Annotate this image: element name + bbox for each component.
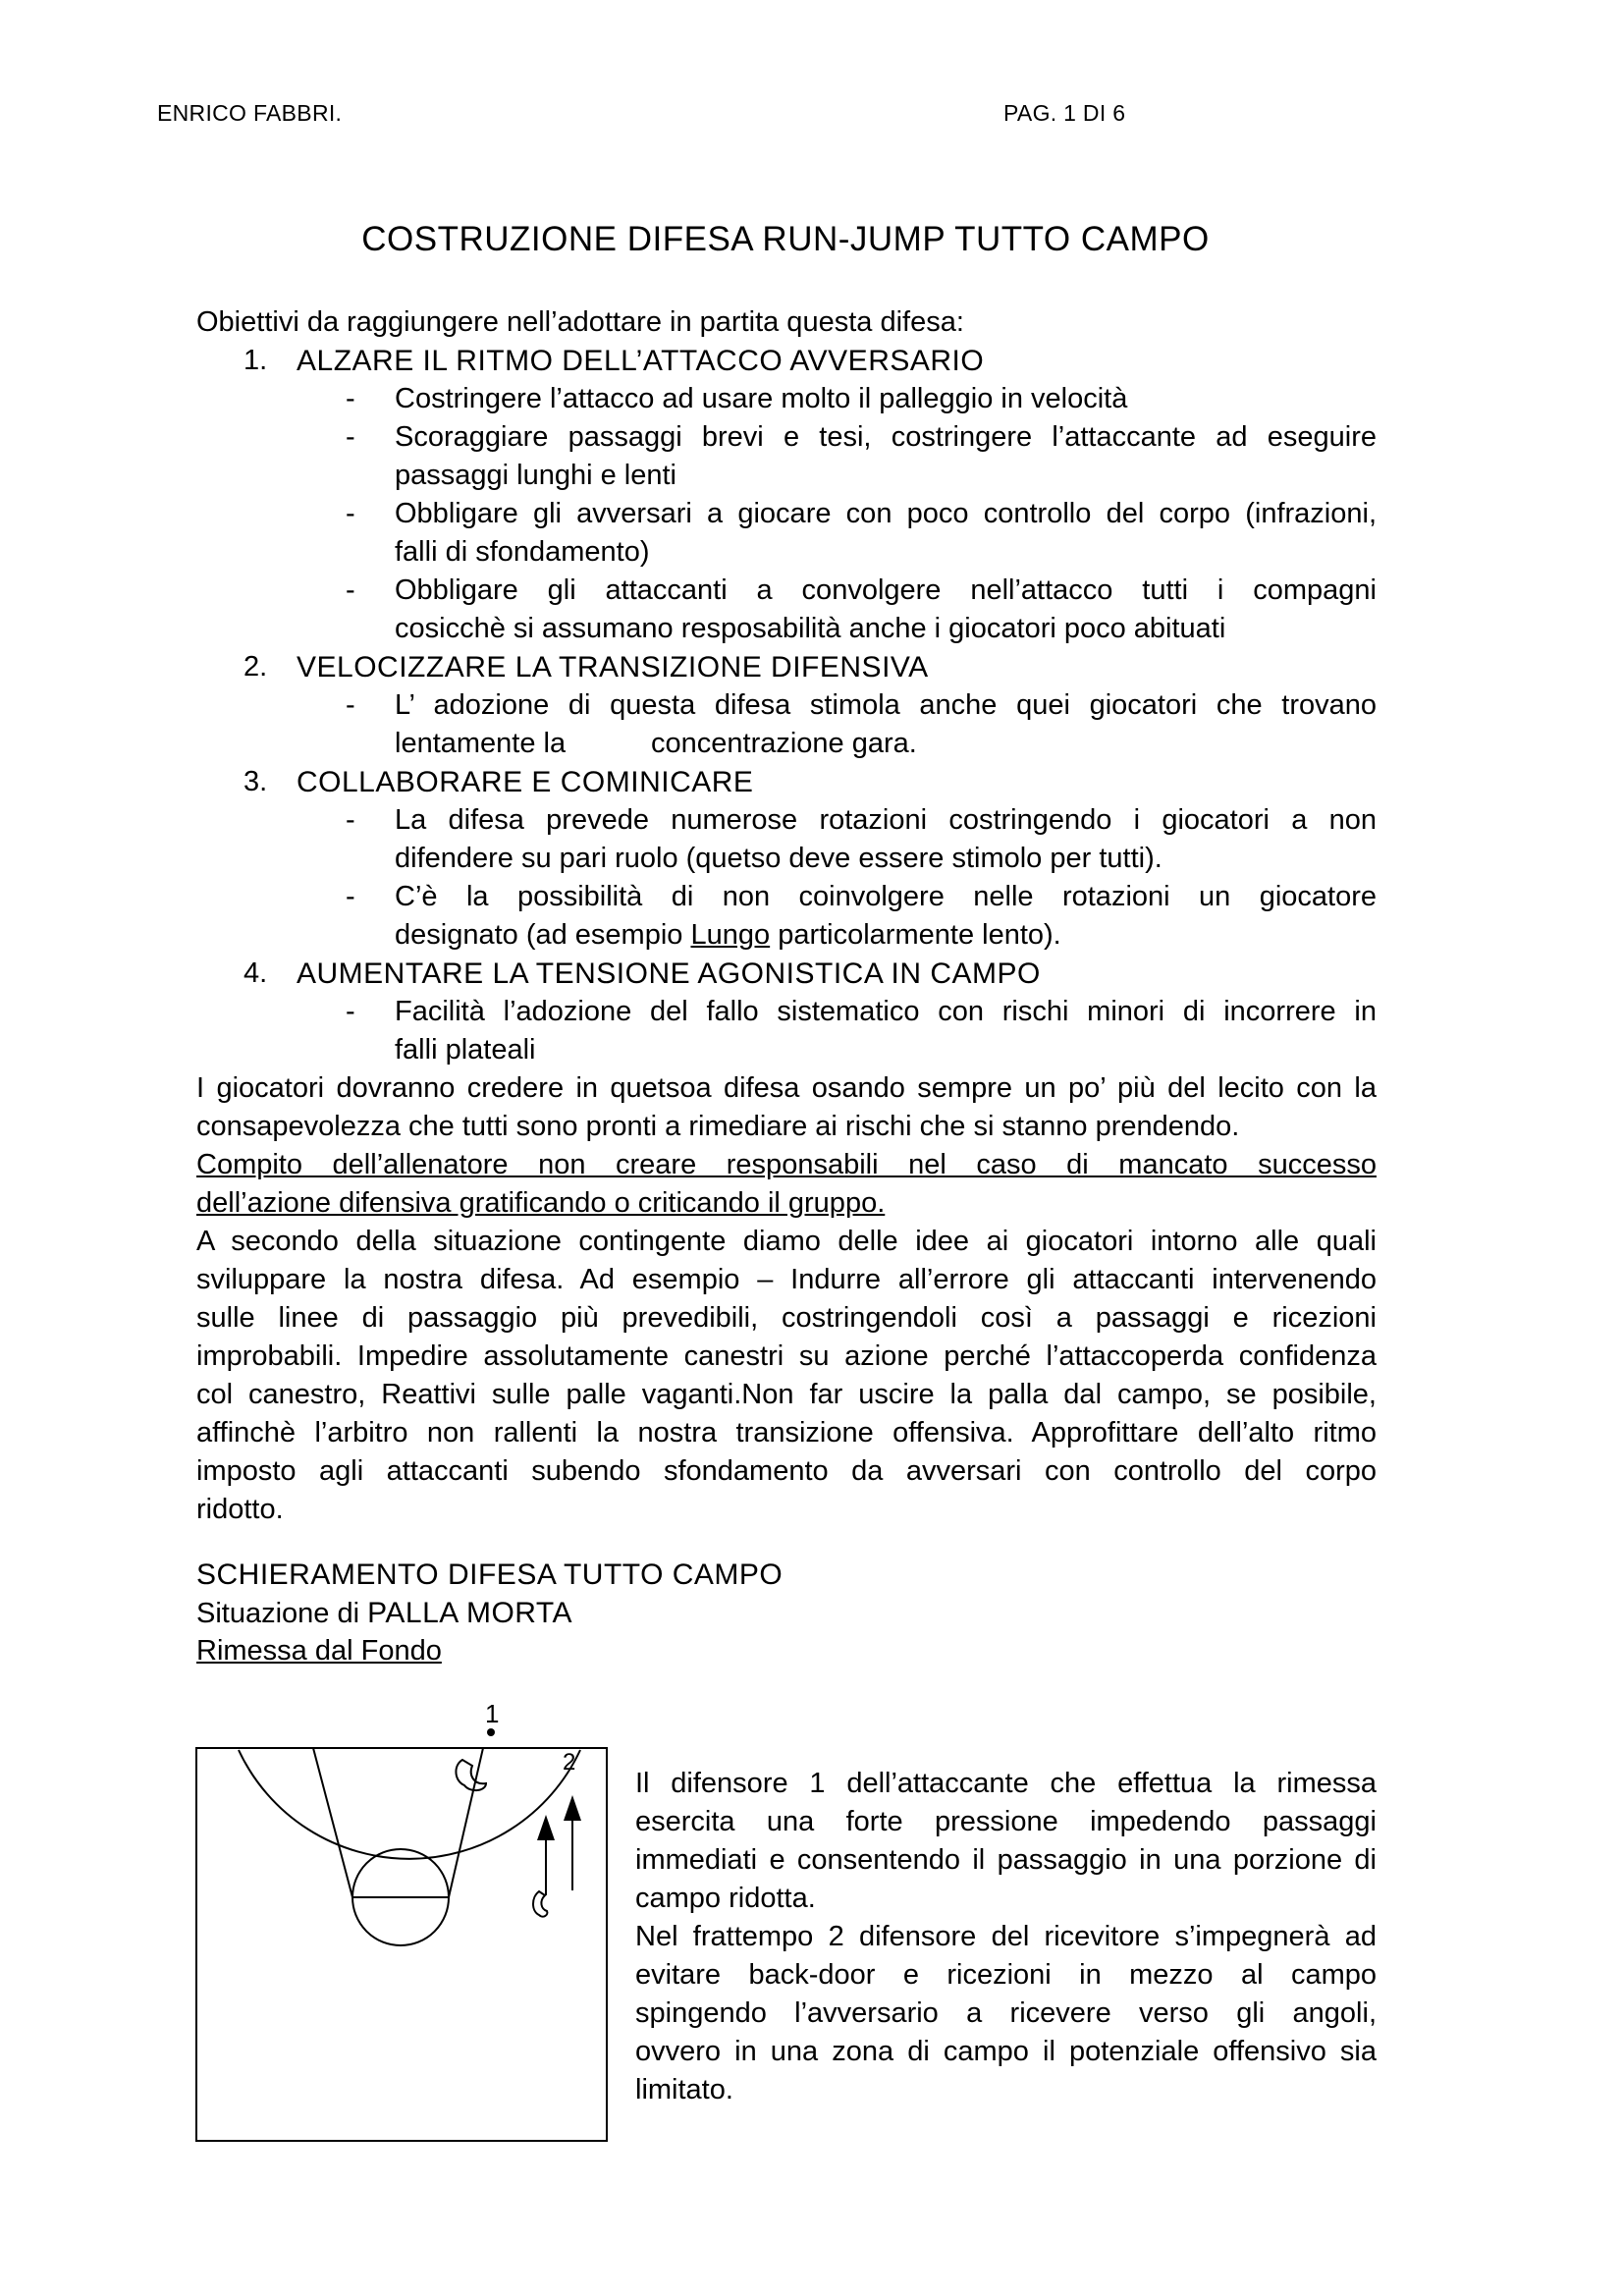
defender-2-icon	[533, 1891, 547, 1917]
player-2-label: 2	[563, 1749, 576, 1776]
bullet-text: L’ adozione di questa difesa stimola anche quei giocatori che trovano	[395, 689, 1377, 721]
diagram-text-line: Nel frattempo 2 difensore del ricevitore s’impegnerà ad	[635, 1921, 1377, 1952]
bullet-text: Facilità l’adozione del fallo sistematico con rischi minori di incorrere in	[395, 996, 1377, 1027]
key-line-left	[313, 1748, 352, 1897]
bullet-text: Costringere l’attacco ad usare molto il palleggio in velocità	[395, 383, 1128, 414]
objective-number: 2.	[243, 651, 268, 683]
objective-number: 4.	[243, 957, 268, 989]
bullet-dash: -	[346, 383, 355, 414]
header-author: ENRICO FABBRI.	[157, 100, 343, 126]
situation-label: PALLA MORTA	[367, 1597, 573, 1629]
paragraph-line: imposto agli attaccanti subendo sfondamento da avversari con controllo del corpo	[196, 1455, 1377, 1487]
section-subheading: Rimessa dal Fondo	[196, 1635, 442, 1667]
bullet-text-continued: cosicchè si assumano resposabilità anche i giocatori poco abituati	[395, 613, 1226, 644]
section-heading: SCHIERAMENTO DIFESA TUTTO CAMPO	[196, 1558, 784, 1591]
bullet-dash: -	[346, 804, 355, 836]
diagram-text-line: ovvero in una zona di campo il potenziale offensivo sia	[635, 2036, 1377, 2067]
bullet-text: C’è la possibilità di non coinvolgere nelle rotazioni un giocatore	[395, 881, 1377, 912]
diagram-text-line: immediati e consentendo il passaggio in una porzione di	[635, 1844, 1377, 1876]
paragraph-line: sviluppare la nostra difesa. Ad esempio – Indurre all’errore gli attaccanti intervenendo	[196, 1264, 1377, 1295]
document-title: COSTRUZIONE DIFESA RUN-JUMP TUTTO CAMPO	[361, 220, 1210, 258]
bullet-text-continued	[395, 919, 1061, 952]
diagram-text-line: Il difensore 1 dell’attaccante che effettua la rimessa	[635, 1768, 1377, 1799]
bullet-text-continued: falli plateali	[395, 1034, 536, 1066]
three-point-arc	[239, 1750, 580, 1859]
diagram-text-line: esercita una forte pressione impedendo passaggi	[635, 1806, 1377, 1837]
ball-icon	[487, 1728, 495, 1736]
paragraph-line: consapevolezza che tutti sono pronti a rimediare ai rischi che si stanno prendendo.	[196, 1111, 1240, 1142]
bullet-text-part: particolarmente lento).	[770, 919, 1061, 951]
key-line-right	[449, 1748, 483, 1897]
paragraph-line: col canestro, Reattivi sulle palle vaganti.Non far uscire la palla dal campo, se posibile,	[196, 1379, 1377, 1410]
player-1-label: 1	[485, 1699, 500, 1728]
objective-title: ALZARE IL RITMO DELL’ATTACCO AVVERSARIO	[297, 345, 985, 377]
diagram-text-line: spingendo l’avversario a ricevere verso gli angoli,	[635, 1997, 1377, 2029]
situation-line	[196, 1597, 572, 1630]
bullet-text: Obbligare gli avversari a giocare con poco controllo del corpo (infrazioni,	[395, 498, 1377, 529]
paragraph-line: ridotto.	[196, 1494, 284, 1525]
paragraph-line: improbabili. Impedire assolutamente canestri su azione perché l’attaccoperda confidenza	[196, 1340, 1377, 1372]
court-diagram	[191, 1697, 614, 2149]
diagram-text-line: campo ridotta.	[635, 1883, 816, 1914]
paragraph-line: A secondo della situazione contingente diamo delle idee ai giocatori intorno alle quali	[196, 1226, 1377, 1257]
paragraph-line: I giocatori dovranno credere in quetsoa difesa osando sempre un po’ più del lecito con la	[196, 1072, 1377, 1104]
defender-1-icon	[456, 1760, 486, 1790]
bullet-text-continued: lentamente la	[395, 728, 567, 759]
bullet-dash: -	[346, 574, 355, 606]
bullet-dash: -	[346, 996, 355, 1027]
header-page-number: PAG. 1 DI 6	[1003, 100, 1126, 126]
arrow-up-icon	[564, 1795, 581, 1821]
paragraph-line: sulle linee di passaggio più prevedibili, costringendoli così a passaggi e ricezioni	[196, 1302, 1377, 1334]
coach-note-line: Compito dell’allenatore non creare responsabili nel caso di mancato successo	[196, 1149, 1377, 1180]
bullet-text-continued: falli di sfondamento)	[395, 536, 650, 568]
bullet-dash: -	[346, 421, 355, 453]
bullet-dash: -	[346, 498, 355, 529]
bullet-dash: -	[346, 689, 355, 721]
objective-number: 1.	[243, 345, 268, 376]
bullet-text-continued: concentrazione gara.	[651, 728, 917, 759]
arrow-up-icon	[537, 1815, 555, 1840]
bullet-dash: -	[346, 881, 355, 912]
paragraph-line: affinchè l’arbitro non rallenti la nostra transizione offensiva. Approfittare dell’alto ritmo	[196, 1417, 1377, 1449]
bullet-text-part: designato (ad esempio	[395, 919, 691, 951]
underlined-word: Lungo	[690, 919, 771, 951]
objective-title: AUMENTARE LA TENSIONE AGONISTICA IN CAMPO	[297, 957, 1041, 990]
bullet-text: La difesa prevede numerose rotazioni costringendo i giocatori a non	[395, 804, 1377, 836]
objective-number: 3.	[243, 766, 268, 797]
objective-title: COLLABORARE E COMINICARE	[297, 766, 754, 798]
bullet-text: Obbligare gli attaccanti a convolgere nell’attacco tutti i compagni	[395, 574, 1377, 606]
bullet-text-continued: difendere su pari ruolo (quetso deve essere stimolo per tutti).	[395, 843, 1162, 874]
intro-text: Obiettivi da raggiungere nell’adottare in partita questa difesa:	[196, 306, 964, 338]
bullet-text-continued: passaggi lunghi e lenti	[395, 460, 676, 491]
situation-prefix: Situazione di	[196, 1598, 368, 1629]
coach-note-line: dell’azione difensiva gratificando o criticando il gruppo.	[196, 1187, 886, 1219]
bullet-text: Scoraggiare passaggi brevi e tesi, costringere l’attaccante ad eseguire	[395, 421, 1377, 453]
diagram-text-line: limitato.	[635, 2074, 733, 2105]
diagram-text-line: evitare back-door e ricezioni in mezzo al campo	[635, 1959, 1377, 1991]
objective-title: VELOCIZZARE LA TRANSIZIONE DIFENSIVA	[297, 651, 929, 683]
